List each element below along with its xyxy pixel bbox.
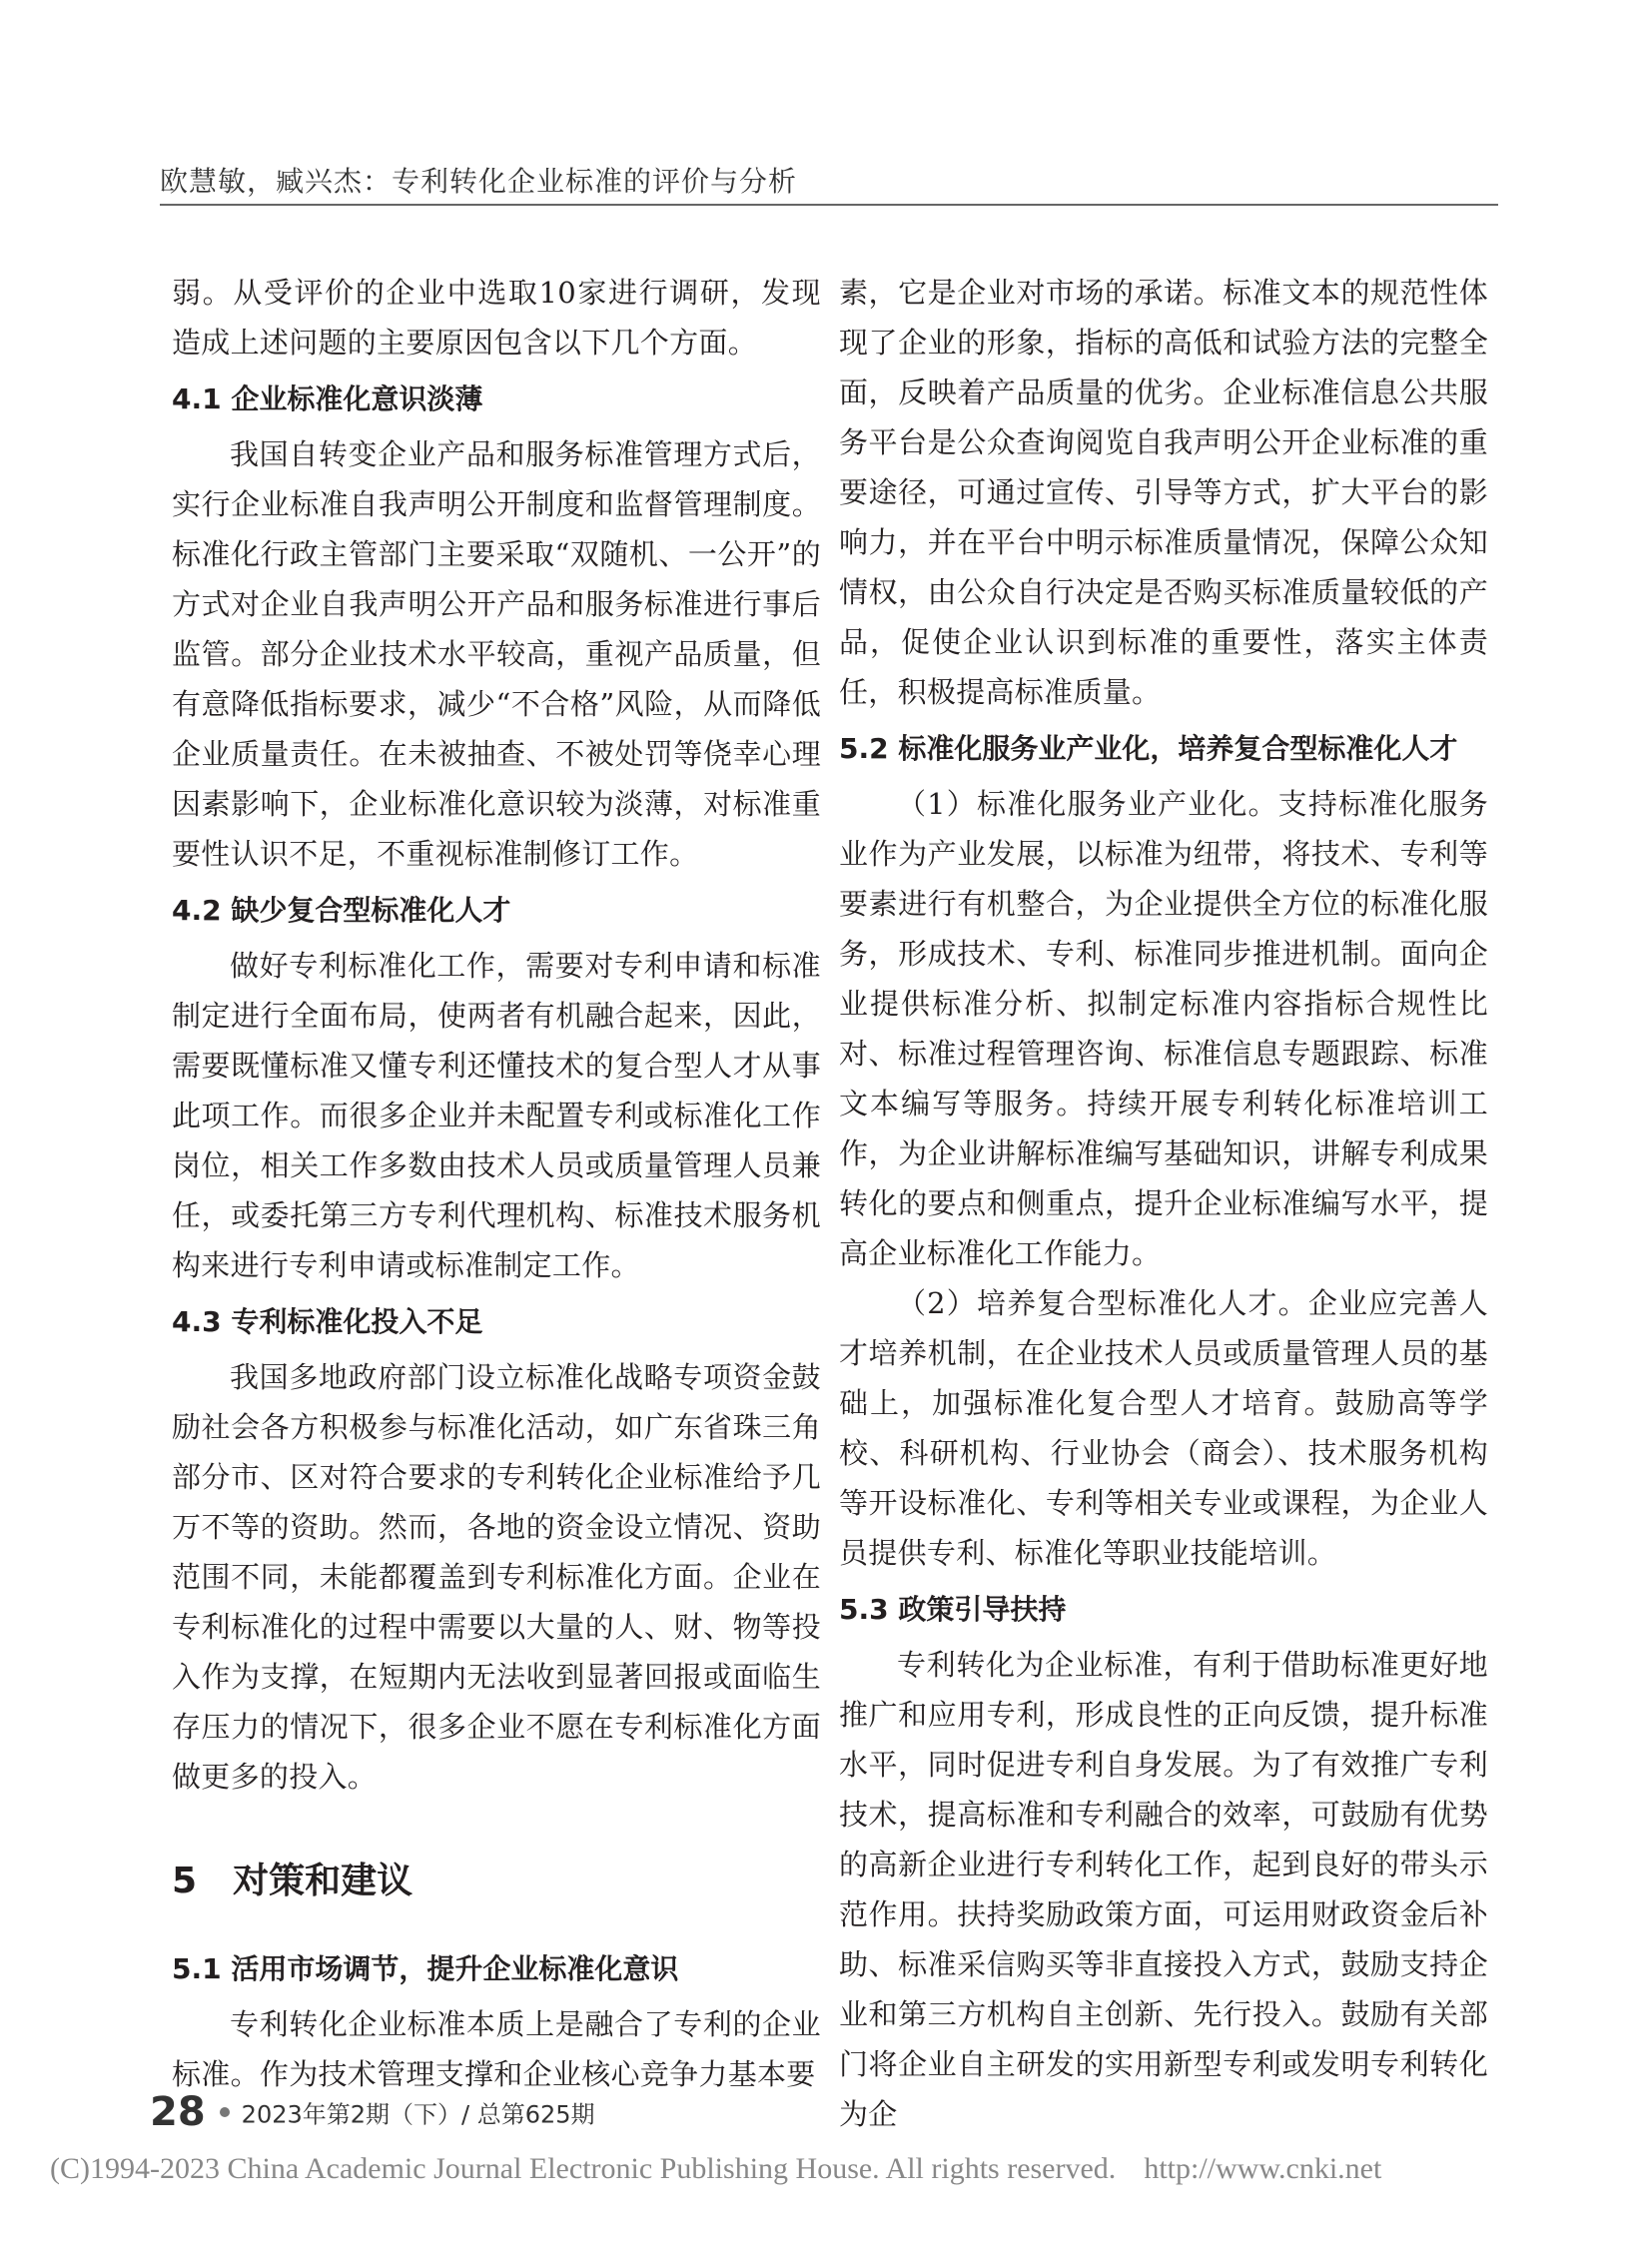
section-5-3-heading: 5.3 政策引导扶持 bbox=[839, 1593, 1067, 1626]
section-5-3-body: 专利转化为企业标准，有利于借助标准更好地推广和应用专利，形成良性的正向反馈，提升标准水平，同时促进专利自身发展。为了有效推广专利技术，提高标准和专利融合的效率，可鼓励有优势的高新企业进行专利转化工作，起到良好的带头示范作用。扶持奖励政策方面，可运用财政资金后补助、标准采信购买等非直接投入方式，鼓励支持企业和第三方机构自主创新、先行投入。鼓励有关部门将企业自主研发的实用新型专利或发明专利转化为企 bbox=[839, 1648, 1488, 2131]
copyright-line bbox=[50, 2152, 1381, 2186]
intro-continuation: 弱。从受评价的企业中选取10家进行调研，发现造成上述问题的主要原因包含以下几个方面。 bbox=[172, 276, 821, 360]
section-5-1-continuation: 素，它是企业对市场的承诺。标准文本的规范性体现了企业的形象，指标的高低和试验方法的完整全面，反映着产品质量的优劣。企业标准信息公共服务平台是公众查询阅览自我声明公开企业标准的重要途径，可通过宣传、引导等方式，扩大平台的影响力，并在平台中明示标准质量情况，保障公众知情权，由公众自行决定是否购买标准质量较低的产品，促使企业认识到标准的重要性，落实主体责任，积极提高标准质量。 bbox=[839, 276, 1488, 709]
page-footer bbox=[150, 2089, 595, 2135]
left-column bbox=[172, 268, 821, 2099]
running-title: 欧慧敏，臧兴杰：专利转化企业标准的评价与分析 bbox=[160, 165, 798, 198]
section-4-1-body: 我国自转变企业产品和服务标准管理方式后，实行企业标准自我声明公开制度和监督管理制度。标准化行政主管部门主要采取“双随机、一公开”的方式对企业自我声明公开产品和服务标准进行事后监管。部分企业技术水平较高，重视产品质量，但有意降低指标要求，减少“不合格”风险，从而降低企业质量责任。在未被抽查、不被处罚等侥幸心理因素影响下，企业标准化意识较为淡薄，对标准重要性认识不足，不重视标准制修订工作。 bbox=[172, 437, 821, 871]
section-5-heading bbox=[172, 1854, 821, 1909]
bullet-dot-icon bbox=[220, 2107, 230, 2117]
section-5-1-heading: 5.1 活用市场调节，提升企业标准化意识 bbox=[172, 1952, 679, 1985]
section-4-2-heading: 4.2 缺少复合型标准化人才 bbox=[172, 894, 511, 927]
section-5-2-item-1: （1）标准化服务业产业化。支持标准化服务业作为产业发展，以标准为纽带，将技术、专利等要素进行有机整合，为企业提供全方位的标准化服务，形成技术、专利、标准同步推进机制。面向企业提供标准分析、拟制定标准内容指标合规性比对、标准过程管理咨询、标准信息专题跟踪、标准文本编写等服务。持续开展专利转化标准培训工作，为企业讲解标准编写基础知识，讲解专利成果转化的要点和侧重点，提升企业标准编写水平，提高企业标准化工作能力。 bbox=[839, 787, 1488, 1270]
section-4-2-body: 做好专利标准化工作，需要对专利申请和标准制定进行全面布局，使两者有机融合起来，因此，需要既懂标准又懂专利还懂技术的复合型人才从事此项工作。而很多企业并未配置专利或标准化工作岗位，相关工作多数由技术人员或质量管理人员兼任，或委托第三方专利代理机构、标准技术服务机构来进行专利申请或标准制定工作。 bbox=[172, 949, 821, 1282]
section-5-title: 对策和建议 bbox=[233, 1861, 413, 1901]
section-4-1-heading: 4.1 企业标准化意识淡薄 bbox=[172, 382, 483, 415]
section-4-3-heading: 4.3 专利标准化投入不足 bbox=[172, 1305, 483, 1338]
section-5-2-heading: 5.2 标准化服务业产业化，培养复合型标准化人才 bbox=[839, 732, 1458, 765]
issue-info: 2023年第2期（下）/ 总第625期 bbox=[241, 2100, 595, 2129]
page-number: 28 bbox=[150, 2089, 206, 2135]
cnki-link[interactable]: http://www.cnki.net bbox=[1144, 2152, 1382, 2185]
section-4-3-body: 我国多地政府部门设立标准化战略专项资金鼓励社会各方积极参与标准化活动，如广东省珠三角部分市、区对符合要求的专利转化企业标准给予几万不等的资助。然而，各地的资金设立情况、资助范围不同，未能都覆盖到专利标准化方面。企业在专利标准化的过程中需要以大量的人、财、物等投入作为支撑，在短期内无法收到显著回报或面临生存压力的情况下，很多企业不愿在专利标准化方面做更多的投入。 bbox=[172, 1360, 821, 1794]
copyright-text: (C)1994-2023 China Academic Journal Electronic Publishing House. All rights reserved. bbox=[50, 2152, 1117, 2185]
right-column bbox=[839, 268, 1488, 2139]
section-5-2-item-2: （2）培养复合型标准化人才。企业应完善人才培养机制，在企业技术人员或质量管理人员的基础上，加强标准化复合型人才培育。鼓励高等学校、科研机构、行业协会（商会）、技术服务机构等开设标准化、专利等相关专业或课程，为企业人员提供专利、标准化等职业技能培训。 bbox=[839, 1286, 1488, 1570]
section-5-number: 5 bbox=[172, 1861, 198, 1901]
section-5-1-body: 专利转化企业标准本质上是融合了专利的企业标准。作为技术管理支撑和企业核心竞争力基本要 bbox=[172, 2007, 821, 2091]
header-rule bbox=[160, 204, 1498, 206]
